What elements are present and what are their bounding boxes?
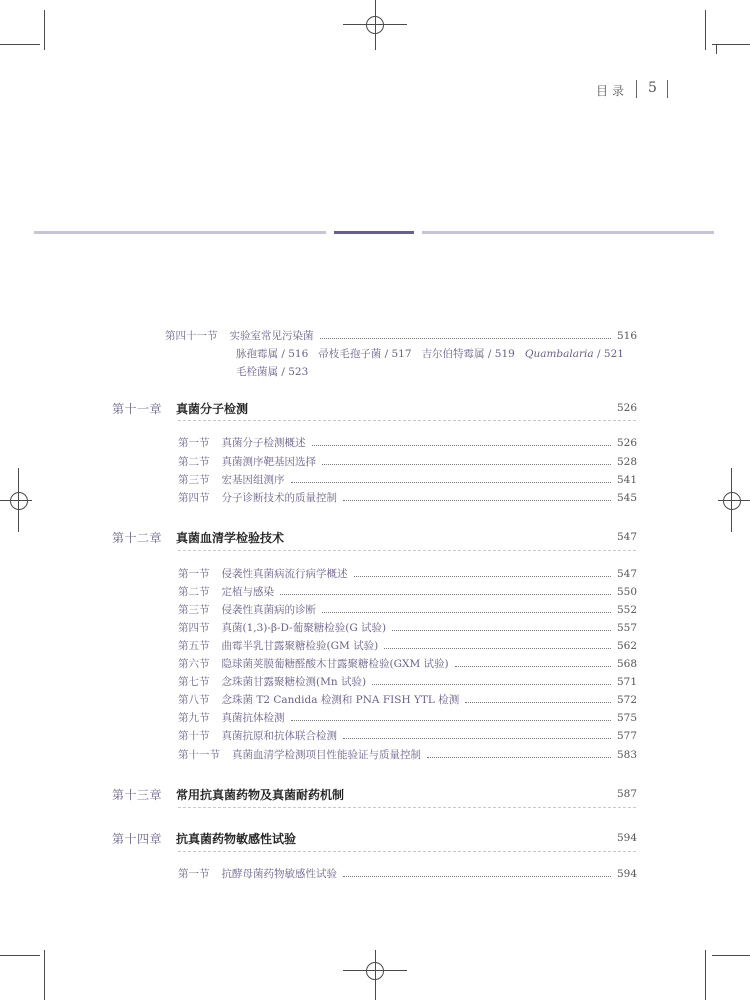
dot-leader	[312, 445, 611, 446]
dot-leader	[322, 612, 611, 613]
toc-section-entry[interactable]	[178, 584, 637, 600]
section-page: 575	[616, 712, 637, 724]
section-title: 真菌抗原和抗体联合检测	[221, 730, 337, 742]
section-page: 550	[616, 586, 637, 598]
dot-leader	[280, 594, 611, 595]
section-page: 557	[616, 622, 637, 634]
section-page: 568	[616, 658, 637, 670]
dot-leader	[291, 720, 611, 721]
section-page: 583	[616, 749, 637, 761]
section-page: 571	[616, 676, 637, 688]
section-label: 第四十一节	[165, 330, 218, 342]
toc-chapter-entry[interactable]	[112, 397, 637, 419]
section-label: 第八节	[178, 694, 210, 706]
section-page: 594	[616, 868, 637, 880]
header-divider-right	[667, 80, 668, 98]
toc-section-entry[interactable]	[178, 728, 637, 744]
chapter-label: 第十一章	[112, 401, 163, 416]
chapter-divider	[178, 420, 636, 421]
chapter-divider	[178, 807, 636, 808]
toc-section-entry[interactable]	[178, 566, 637, 582]
section-page: 541	[616, 474, 637, 486]
section-title: 念珠菌 T2 Candida 检测和 PNA FISH YTL 检测	[221, 694, 460, 706]
section-title: 抗酵母菌药物敏感性试验	[221, 868, 337, 880]
section-title: 侵袭性真菌病流行病学概述	[221, 568, 348, 580]
running-header-title: 目录	[596, 84, 629, 98]
genus-entry: 脉孢霉属 / 516	[236, 348, 309, 360]
toc-chapter-entry[interactable]	[112, 827, 637, 849]
section-title: 定植与感染	[221, 586, 274, 598]
chapter-divider	[178, 851, 636, 852]
toc-section-entry[interactable]	[165, 328, 637, 344]
chapter-divider	[178, 550, 636, 551]
chapter-page: 526	[616, 402, 637, 414]
section-label: 第六节	[178, 658, 210, 670]
chapter-page: 594	[616, 832, 637, 844]
section-label: 第二节	[178, 456, 210, 468]
decorative-band-right	[422, 231, 714, 234]
chapter-page: 587	[616, 788, 637, 800]
section-title: 真菌分子检测概述	[221, 437, 306, 449]
genus-entry-italic: Quambalaria	[524, 348, 594, 360]
section-page: 528	[616, 456, 637, 468]
section-label: 第一节	[178, 868, 210, 880]
toc-chapter-entry[interactable]	[112, 526, 637, 548]
toc-section-entry[interactable]	[178, 472, 637, 488]
section-label: 第一节	[178, 568, 210, 580]
toc-section-entry[interactable]	[178, 674, 637, 690]
section-label: 第四节	[178, 492, 210, 504]
section-label: 第九节	[178, 712, 210, 724]
section-title: 念珠菌甘露聚糖检测(Mn 试验)	[221, 676, 367, 688]
section-label: 第十一节	[178, 749, 220, 761]
section-page: 577	[616, 730, 637, 742]
section-page: 545	[616, 492, 637, 504]
section-title: 分子诊断技术的质量控制	[221, 492, 337, 504]
dot-leader	[343, 738, 611, 739]
toc-section-entry[interactable]	[178, 602, 637, 618]
dot-leader	[465, 702, 611, 703]
section-label: 第十节	[178, 730, 210, 742]
decorative-band-left	[34, 231, 326, 234]
section-title: 侵袭性真菌病的诊断	[221, 604, 316, 616]
chapter-label: 第十三章	[112, 787, 163, 802]
dot-leader	[372, 684, 611, 685]
genus-entry-page: / 521	[593, 348, 624, 360]
toc-section-entry[interactable]	[178, 866, 637, 882]
toc-section-entry[interactable]	[178, 710, 637, 726]
toc-section-entry[interactable]	[178, 435, 637, 451]
chapter-label: 第十二章	[112, 530, 163, 545]
toc-section-entry[interactable]	[178, 692, 637, 708]
dot-leader	[343, 876, 611, 877]
section-page: 562	[616, 640, 637, 652]
section-label: 第七节	[178, 676, 210, 688]
section-title: 真菌血清学检测项目性能验证与质量控制	[232, 749, 421, 761]
section-page: 516	[616, 330, 637, 342]
dot-leader	[354, 576, 611, 577]
genus-entry: 帚枝毛孢子菌 / 517	[318, 348, 412, 360]
chapter-title: 常用抗真菌药物及真菌耐药机制	[176, 787, 345, 802]
dot-leader	[343, 500, 611, 501]
chapter-label: 第十四章	[112, 831, 163, 846]
toc-section-entry[interactable]	[178, 656, 637, 672]
section-label: 第二节	[178, 586, 210, 598]
dot-leader	[384, 648, 611, 649]
dot-leader	[392, 630, 611, 631]
dot-leader	[320, 338, 611, 339]
genus-entry: 毛栓菌属 / 523	[236, 366, 309, 378]
section-title: 真菌测序靶基因选择	[221, 456, 316, 468]
section-title: 真菌(1,3)-β-D-葡聚糖检验(G 试验)	[221, 622, 387, 634]
page-number: 5	[648, 80, 657, 96]
chapter-title: 抗真菌药物敏感性试验	[176, 831, 297, 846]
section-page: 526	[616, 437, 637, 449]
toc-section-entry[interactable]	[178, 638, 637, 654]
chapter-title: 真菌血清学检验技术	[176, 530, 285, 545]
genera-list	[236, 346, 624, 361]
section-title: 宏基因组测序	[221, 474, 285, 486]
toc-chapter-entry[interactable]	[112, 783, 637, 805]
dot-leader	[322, 464, 611, 465]
section-page: 552	[616, 604, 637, 616]
toc-section-entry[interactable]	[178, 747, 637, 763]
dot-leader	[455, 666, 611, 667]
genus-entry: 吉尔伯特霉属 / 519	[421, 348, 515, 360]
dot-leader	[427, 757, 611, 758]
section-label: 第三节	[178, 604, 210, 616]
chapter-page: 547	[616, 531, 637, 543]
section-title: 实验室常见污染菌	[229, 330, 314, 342]
chapter-title: 真菌分子检测	[176, 401, 249, 416]
toc-section-entry[interactable]	[178, 620, 637, 636]
section-label: 第四节	[178, 622, 210, 634]
section-label: 第三节	[178, 474, 210, 486]
toc-section-entry[interactable]	[178, 490, 637, 506]
header-divider	[636, 80, 637, 98]
section-page: 547	[616, 568, 637, 580]
dot-leader	[291, 482, 611, 483]
section-page: 572	[616, 694, 637, 706]
section-title: 真菌抗体检测	[221, 712, 285, 724]
section-title: 曲霉半乳甘露聚糖检验(GM 试验)	[221, 640, 379, 652]
decorative-band-accent	[334, 231, 414, 234]
section-label: 第五节	[178, 640, 210, 652]
section-label: 第一节	[178, 437, 210, 449]
toc-section-entry[interactable]	[178, 454, 637, 470]
section-title: 隐球菌荚膜葡糖醛酸木甘露聚糖检验(GXM 试验)	[221, 658, 449, 670]
